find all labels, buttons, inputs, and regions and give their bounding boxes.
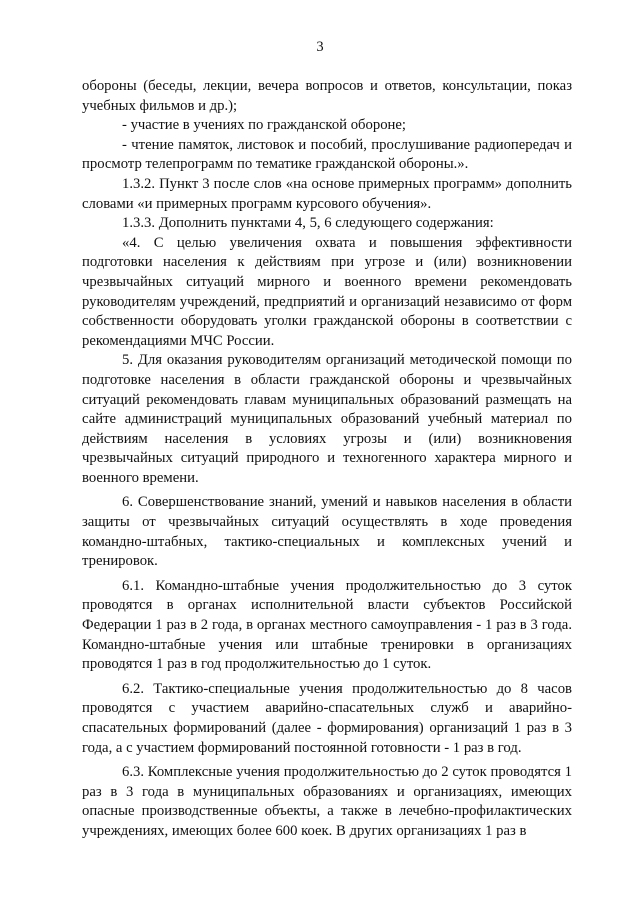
point-6-3: 6.3. Комплексные учения продолжительностью до 2 суток проводятся 1 раз в 3 года в муниципальных образованиях и организациях, имеющих опасные производственные объекты, а также в лечебно-профилактических учреждениях, имеющих более 600 коек. В других организациях 1 раз в [82,764,572,839]
point-4: «4. С целью увеличения охвата и повышения эффективности подготовки населения к действиям при угрозе и (или) возникновении чрезвычайных ситуаций мирного и военного времени рекомендовать руководителям учреждений, предприятий и организаций независимо от форм собственности оборудовать уголки гражданской обороны в соответствии с рекомендациями МЧС России. [82,234,572,349]
clause-1-3-3: 1.3.3. Дополнить пунктами 4, 5, 6 следующего содержания: [122,215,494,232]
point-6: 6. Совершенствование знаний, умений и навыков населения в области защиты от чрезвычайных ситуаций осуществлять в ходе проведения командно-штабных, тактико-специальных и комплексных учений и тренировок. [82,494,572,570]
clause-1-3-2: 1.3.2. Пункт 3 после слов «на основе примерных программ» дополнить словами «и примерных программ курсового обучения». [82,175,572,212]
point-6-2: 6.2. Тактико-специальные учения продолжительностью до 8 часов проводятся с участием аварийно-спасательных служб и аварийно-спасательных формирований (далее - формирования) организаций 1 раз в 3 года, а с участием формирований постоянной готовности - 1 раз в год. [82,680,572,756]
list-item-exercises: - участие в учениях по гражданской обороне; [122,117,407,134]
point-6-1: 6.1. Командно-штабные учения продолжительностью до 3 суток проводятся в органах исполнительной власти субъектов Российской Федерации 1 раз в 2 года, в органах местного самоуправления - 1 раз в 3 года. Командно-штабные учения или штабные тренировки в организациях проводятся 1 раз в год продолжительностью до 1 суток. [82,577,572,673]
point-5: 5. Для оказания руководителям организаций методической помощи по подготовке населения в области гражданской обороны и чрезвычайных ситуаций рекомендовать главам муниципальных образований размещать на сайте администраций муниципальных образований учебный материал по действиям населения в условиях угрозы и (или) возникновения чрезвычайных ситуаций природного и техногенного характера мирного и военного времени. [82,352,572,486]
page-number: 3 [316,39,324,55]
document-body [82,77,572,842]
list-item-reading: - чтение памяток, листовок и пособий, прослушивание радиопередач и просмотр телепрограмм по тематике гражданской обороны.». [82,136,572,173]
paragraph-continuation: обороны (беседы, лекции, вечера вопросов и ответов, консультации, показ учебных фильмов и др.); [82,78,572,114]
